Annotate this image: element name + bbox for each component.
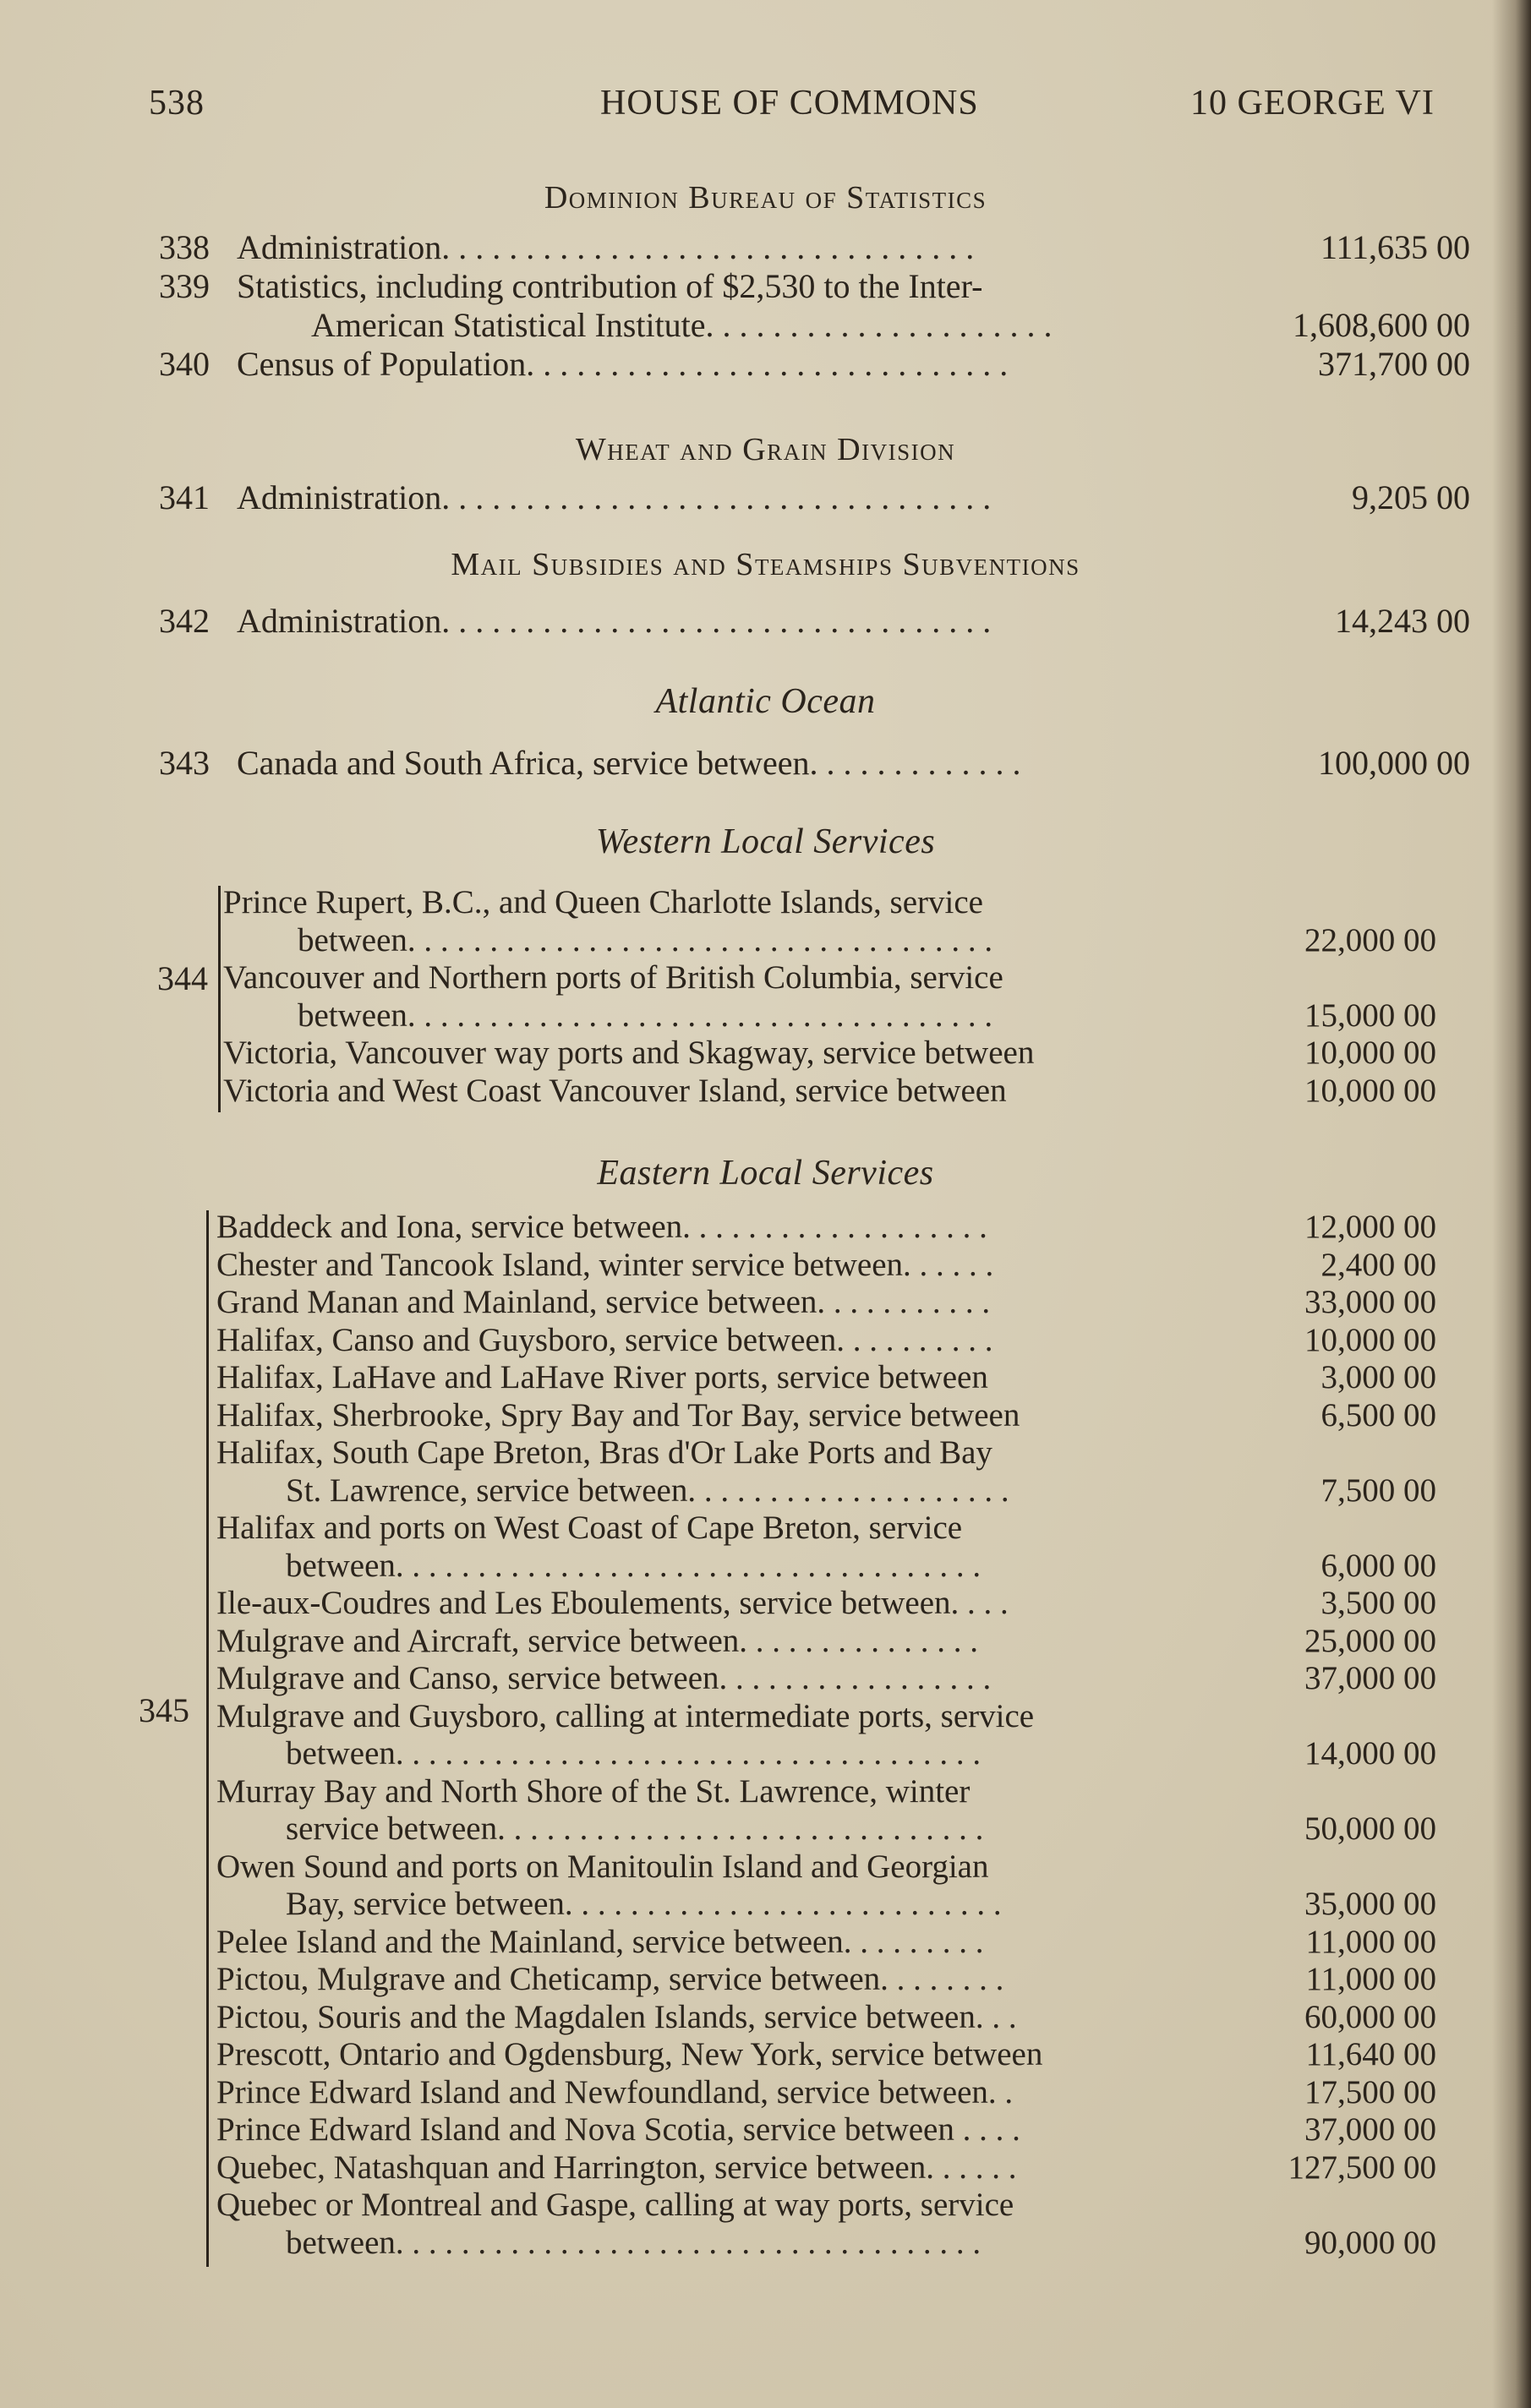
line-item: [0, 345, 1531, 384]
item-amount: 10,000 00: [1304, 1073, 1436, 1109]
line-item: [0, 2149, 1531, 2187]
line-item: [0, 228, 1531, 267]
item-description: Prince Edward Island and Nova Scotia, service between . . . .: [216, 2111, 1020, 2148]
item-description: Halifax, Canso and Guysboro, service between. . . . . . . . . .: [216, 1321, 993, 1358]
line-item: [0, 1035, 1531, 1072]
item-description: Administration. . . . . . . . . . . . . . . . . . . . . . . . . . . . . . . . .: [237, 478, 992, 516]
line-item: [0, 1961, 1531, 1998]
item-description: Prescott, Ontario and Ogdensburg, New York, service between: [216, 2036, 1043, 2072]
line-item: [0, 1209, 1531, 1246]
item-amount: 11,000 00: [1305, 1961, 1436, 1997]
item-number: 339: [159, 267, 210, 305]
item-description: Owen Sound and ports on Manitoulin Island and Georgian: [216, 1848, 989, 1885]
item-amount: 22,000 00: [1304, 921, 1436, 958]
item-description: Quebec, Natashquan and Harrington, service between. . . . . .: [216, 2149, 1017, 2186]
item-description: Prince Edward Island and Newfoundland, service between. .: [216, 2073, 1014, 2110]
section-heading-wheat: Wheat and Grain Division: [575, 432, 956, 467]
item-description: St. Lawrence, service between. . . . . . . . . . . . . . . . . . . .: [286, 1472, 1009, 1509]
line-item: [0, 267, 1531, 306]
item-description: Pelee Island and the Mainland, service between. . . . . . . . .: [216, 1923, 984, 1960]
section-heading-western: Western Local Services: [595, 822, 936, 861]
line-item: [0, 1585, 1531, 1622]
item-amount: 33,000 00: [1304, 1284, 1436, 1320]
item-description: Grand Manan and Mainland, service between. . . . . . . . . . .: [216, 1284, 991, 1320]
item-description: between. . . . . . . . . . . . . . . . . . . . . . . . . . . . . . . . . . . .: [286, 2224, 981, 2261]
item-amount: 100,000 00: [1318, 744, 1470, 782]
item-amount: 14,243 00: [1335, 602, 1470, 640]
item-number: 340: [159, 345, 210, 383]
item-amount: 37,000 00: [1304, 2111, 1436, 2148]
reign-label: 10 GEORGE VI: [1190, 84, 1435, 123]
line-item: [0, 306, 1531, 345]
line-item: [0, 1284, 1531, 1321]
line-item: [0, 1472, 1531, 1510]
line-item: [0, 1735, 1531, 1772]
line-item: [0, 959, 1531, 997]
line-item: [0, 2074, 1531, 2111]
item-amount: 37,000 00: [1304, 1660, 1436, 1696]
section-heading-atlantic: Atlantic Ocean: [655, 682, 876, 721]
line-item: [0, 602, 1531, 641]
item-amount: 11,640 00: [1305, 2036, 1436, 2072]
item-description: service between. . . . . . . . . . . . . . . . . . . . . . . . . . . . . .: [286, 1810, 984, 1847]
item-description: Mulgrave and Guysboro, calling at intermediate ports, service: [216, 1697, 1035, 1734]
line-item: [0, 1397, 1531, 1434]
running-title: HOUSE OF COMMONS: [600, 84, 979, 123]
line-item: [0, 478, 1531, 517]
line-item: [0, 2036, 1531, 2073]
line-item: [0, 922, 1531, 959]
section-heading-mail: Mail Subsidies and Steamships Subventions: [451, 547, 1080, 582]
item-amount: 60,000 00: [1304, 1998, 1436, 2035]
item-description: Bay, service between. . . . . . . . . . . . . . . . . . . . . . . . . . .: [286, 1886, 1002, 1922]
item-amount: 10,000 00: [1304, 1035, 1436, 1072]
item-description: Halifax, South Cape Breton, Bras d'Or Lake Ports and Bay: [216, 1434, 992, 1471]
item-description: Halifax, Sherbrooke, Spry Bay and Tor Bay, service between: [216, 1396, 1020, 1433]
item-description: Chester and Tancook Island, winter service between. . . . . .: [216, 1246, 994, 1283]
line-item: [0, 1510, 1531, 1547]
item-description: Quebec or Montreal and Gaspe, calling at way ports, service: [216, 2187, 1014, 2223]
item-amount: 1,608,600 00: [1293, 306, 1470, 344]
item-amount: 371,700 00: [1318, 345, 1470, 383]
line-item: [0, 2111, 1531, 2149]
item-description: Baddeck and Iona, service between. . . . . . . . . . . . . . . . . . .: [216, 1209, 987, 1245]
western-group-number: 344: [157, 959, 208, 997]
item-amount: 17,500 00: [1304, 2073, 1436, 2110]
item-description: Murray Bay and North Shore of the St. Lawrence, winter: [216, 1772, 971, 1810]
item-description: between. . . . . . . . . . . . . . . . . . . . . . . . . . . . . . . . . . . .: [286, 1735, 981, 1772]
item-description: between. . . . . . . . . . . . . . . . . . . . . . . . . . . . . . . . . . . .: [298, 997, 993, 1034]
item-number: 343: [159, 744, 210, 782]
line-item: [0, 1924, 1531, 1961]
item-description: Mulgrave and Canso, service between. . . . . . . . . . . . . . . . .: [216, 1660, 992, 1696]
line-item: [0, 1548, 1531, 1585]
item-description: Victoria, Vancouver way ports and Skagway, service between: [223, 1035, 1035, 1072]
item-description: Victoria and West Coast Vancouver Island, service between: [223, 1073, 1007, 1109]
line-item: [0, 1848, 1531, 1886]
item-amount: 50,000 00: [1304, 1810, 1436, 1847]
item-number: 342: [159, 602, 210, 640]
item-amount: 111,635 00: [1320, 228, 1470, 266]
item-amount: 9,205 00: [1352, 478, 1470, 516]
item-number: 338: [159, 228, 210, 266]
line-item: [0, 1660, 1531, 1697]
line-item: [0, 1810, 1531, 1848]
line-item: [0, 2187, 1531, 2224]
line-item: [0, 1698, 1531, 1735]
item-description: Halifax and ports on West Coast of Cape Breton, service: [216, 1510, 963, 1546]
line-item: [0, 1434, 1531, 1472]
item-description: Halifax, LaHave and LaHave River ports, service between: [216, 1359, 988, 1395]
item-amount: 127,500 00: [1288, 2149, 1436, 2186]
item-description: Administration. . . . . . . . . . . . . . . . . . . . . . . . . . . . . . . . .: [237, 602, 992, 640]
item-description: Ile-aux-Coudres and Les Eboulements, service between. . . .: [216, 1585, 1009, 1621]
item-description: American Statistical Institute. . . . . . . . . . . . . . . . . . . . .: [311, 306, 1053, 344]
item-amount: 90,000 00: [1304, 2224, 1436, 2261]
section-heading-dominion: Dominion Bureau of Statistics: [544, 180, 987, 216]
item-description: Canada and South Africa, service between. . . . . . . . . . . . .: [237, 744, 1021, 782]
item-amount: 12,000 00: [1304, 1209, 1436, 1245]
item-description: Vancouver and Northern ports of British Columbia, service: [223, 959, 1003, 997]
item-number: 341: [159, 478, 210, 516]
item-amount: 6,500 00: [1320, 1396, 1436, 1433]
line-item: [0, 744, 1531, 783]
item-amount: 3,000 00: [1320, 1359, 1436, 1395]
item-description: Census of Population. . . . . . . . . . . . . . . . . . . . . . . . . . . . .: [237, 345, 1009, 383]
line-item: [0, 1886, 1531, 1923]
line-item: [0, 1623, 1531, 1660]
page-header: [0, 83, 1531, 134]
line-item: [0, 997, 1531, 1035]
item-amount: 6,000 00: [1320, 1547, 1436, 1584]
item-description: Pictou, Mulgrave and Cheticamp, service between. . . . . . . .: [216, 1961, 1004, 1997]
item-description: between. . . . . . . . . . . . . . . . . . . . . . . . . . . . . . . . . . . .: [298, 921, 993, 958]
item-amount: 10,000 00: [1304, 1321, 1436, 1358]
line-item: [0, 2225, 1531, 2262]
item-amount: 15,000 00: [1304, 997, 1436, 1034]
item-amount: 25,000 00: [1304, 1622, 1436, 1659]
item-description: between. . . . . . . . . . . . . . . . . . . . . . . . . . . . . . . . . . . .: [286, 1547, 981, 1584]
item-amount: 2,400 00: [1320, 1246, 1436, 1283]
line-item: [0, 1073, 1531, 1110]
item-amount: 3,500 00: [1320, 1585, 1436, 1621]
page-number: 538: [149, 84, 205, 123]
item-amount: 35,000 00: [1304, 1886, 1436, 1922]
line-item: [0, 1359, 1531, 1396]
line-item: [0, 1322, 1531, 1359]
item-description: Administration. . . . . . . . . . . . . . . . . . . . . . . . . . . . . . . .: [237, 228, 975, 266]
item-description: Statistics, including contribution of $2,530 to the Inter-: [237, 267, 983, 305]
line-item: [0, 1247, 1531, 1284]
item-description: Prince Rupert, B.C., and Queen Charlotte Islands, service: [223, 884, 983, 920]
line-item: [0, 1773, 1531, 1810]
item-description: Pictou, Souris and the Magdalen Islands, service between. . .: [216, 1998, 1017, 2035]
item-description: Mulgrave and Aircraft, service between. . . . . . . . . . . . . . .: [216, 1622, 979, 1659]
line-item: [0, 1999, 1531, 2036]
item-amount: 11,000 00: [1305, 1923, 1436, 1960]
eastern-group-number: 345: [139, 1691, 189, 1729]
item-amount: 7,500 00: [1320, 1472, 1436, 1509]
item-amount: 14,000 00: [1304, 1735, 1436, 1772]
section-heading-eastern: Eastern Local Services: [597, 1154, 934, 1193]
line-item: [0, 884, 1531, 921]
